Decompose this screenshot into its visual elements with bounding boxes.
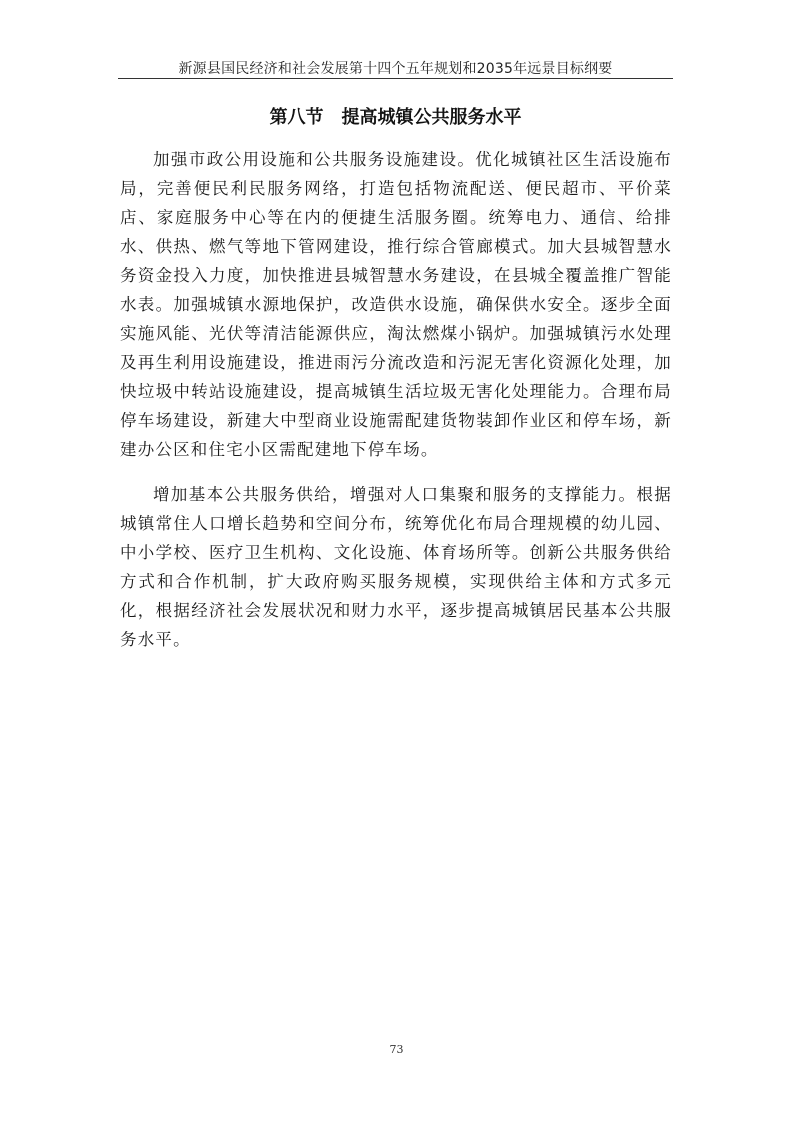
running-header: 新源县国民经济和社会发展第十四个五年规划和2035年远景目标纲要: [178, 61, 613, 77]
page-number: 73: [389, 1043, 404, 1056]
body-paragraph-1: 加强市政公用设施和公共服务设施建设。优化城镇社区生活设施布局，完善便民利民服务网络，打造包括物流配送、便民超市、平价菜店、家庭服务中心等在内的便捷生活服务圈。统筹电力、通信、给排水、供热、燃气等地下管网建设，推行综合管廊模式。加大县城智慧水务资金投入力度，加快推进县城智慧水务建设，在县城全覆盖推广智能水表。加强城镇水源地保护，改造供水设施，确保供水安全。逐步全面实施风能、光伏等清洁能源供应，淘汰燃煤小锅炉。加强城镇污水处理及再生利用设施建设，推进雨污分流改造和污泥无害化资源化处理，加快垃圾中转站设施建设，提高城镇生活垃圾无害化处理能力。合理布局停车场建设，新建大中型商业设施需配建货物装卸作业区和停车场，新建办公区和住宅小区需配建地下停车场。: [120, 150, 672, 459]
body-paragraph-2: 增加基本公共服务供给，增强对人口集聚和服务的支撑能力。根据城镇常住人口增长趋势和空间分布，统筹优化布局合理规模的幼儿园、中小学校、医疗卫生机构、文化设施、体育场所等。创新公共服务供给方式和合作机制，扩大政府购买服务规模，实现供给主体和方式多元化，根据经济社会发展状况和财力水平，逐步提高城镇居民基本公共服务水平。: [120, 485, 672, 649]
section-title: 第八节 提高城镇公共服务水平: [269, 107, 522, 128]
header-rule: [118, 78, 673, 79]
